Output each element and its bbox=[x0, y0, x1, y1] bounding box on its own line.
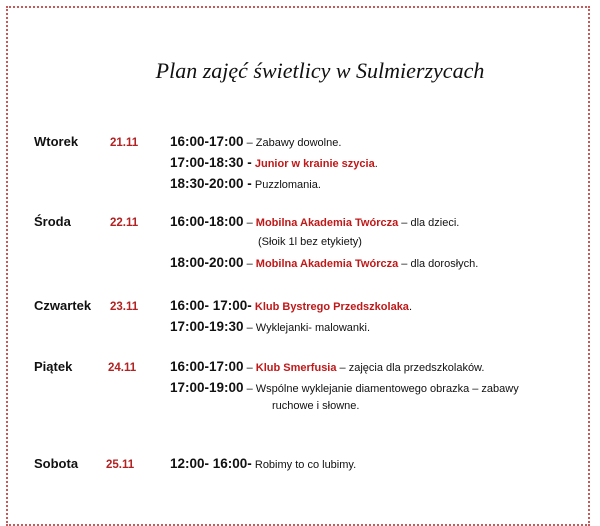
entry-text: – dla dorosłych. bbox=[398, 258, 479, 270]
entry-highlight: Junior w krainie szycia bbox=[254, 158, 375, 170]
entry-text: – zajęcia dla przedszkolaków. bbox=[336, 362, 485, 374]
entry-text: Puzzlomania. bbox=[254, 179, 321, 191]
entry-time: 16:00- 17:00- bbox=[170, 298, 252, 313]
entry-text: . bbox=[408, 301, 412, 313]
entry-text: Zabawy dowolne. bbox=[255, 137, 342, 149]
list-item: 17:00-19:30 – Wyklejanki- malowanki. bbox=[170, 319, 371, 334]
entry-time: 16:00-17:00 bbox=[170, 359, 244, 374]
entry-note: (Słoik 1l bez etykiety) bbox=[258, 236, 362, 248]
entry-time: 18:00-20:00 bbox=[170, 255, 244, 270]
list-item bbox=[170, 155, 378, 170]
day-name-sobota: Sobota bbox=[34, 456, 79, 471]
list-item bbox=[170, 298, 412, 313]
list-item: 18:00-20:00 – Mobilna Akademia Twórcza – dla dorosłych. bbox=[170, 255, 479, 270]
entry-highlight: Mobilna Akademia Twórcza bbox=[255, 217, 399, 229]
day-date-piatek: 24.11 bbox=[108, 362, 137, 374]
day-name-wtorek: Wtorek bbox=[34, 134, 79, 149]
entry-time: 17:00-18:30 - bbox=[170, 155, 252, 170]
entry-time: 12:00- 16:00- bbox=[170, 456, 252, 471]
list-item: 16:00-17:00 – Zabawy dowolne. bbox=[170, 134, 342, 149]
entry-note: ruchowe i słowne. bbox=[272, 400, 360, 412]
page-title: Plan zajęć świetlicy w Sulmierzycach bbox=[155, 58, 485, 83]
entry-highlight: Klub Bystrego Przedszkolaka bbox=[254, 301, 409, 313]
entry-text: – dla dzieci. bbox=[398, 217, 460, 229]
day-date-wtorek: 21.11 bbox=[110, 137, 139, 149]
entry-time: 17:00-19:00 bbox=[170, 380, 244, 395]
entry-time: 18:30-20:00 - bbox=[170, 176, 252, 191]
day-name-piatek: Piątek bbox=[34, 359, 73, 374]
entry-text: Wyklejanki- malowanki. bbox=[255, 322, 371, 334]
day-date-sobota: 25.11 bbox=[106, 459, 135, 471]
entry-highlight: Klub Smerfusia bbox=[255, 362, 337, 374]
entry-highlight: Mobilna Akademia Twórcza bbox=[255, 258, 399, 270]
list-item: 16:00-18:00 – Mobilna Akademia Twórcza – dla dzieci. bbox=[170, 214, 460, 229]
list-item: 17:00-19:00 – Wspólne wyklejanie diamentowego obrazka – zabawy bbox=[170, 380, 519, 395]
entry-time: 16:00-18:00 bbox=[170, 214, 244, 229]
day-name-czwartek: Czwartek bbox=[34, 298, 92, 313]
day-date-czwartek: 23.11 bbox=[110, 301, 139, 313]
list-item bbox=[170, 456, 356, 471]
entry-time: 17:00-19:30 bbox=[170, 319, 244, 334]
list-item: 16:00-17:00 – Klub Smerfusia – zajęcia dla przedszkolaków. bbox=[170, 359, 485, 374]
list-item bbox=[170, 176, 321, 191]
day-name-sroda: Środa bbox=[34, 214, 71, 229]
entry-time: 16:00-17:00 bbox=[170, 134, 244, 149]
entry-text: Wspólne wyklejanie diamentowego obrazka – zabawy bbox=[255, 383, 519, 395]
entry-text: Robimy to co lubimy. bbox=[254, 459, 357, 471]
day-date-sroda: 22.11 bbox=[110, 217, 139, 229]
entry-text: . bbox=[374, 158, 378, 170]
